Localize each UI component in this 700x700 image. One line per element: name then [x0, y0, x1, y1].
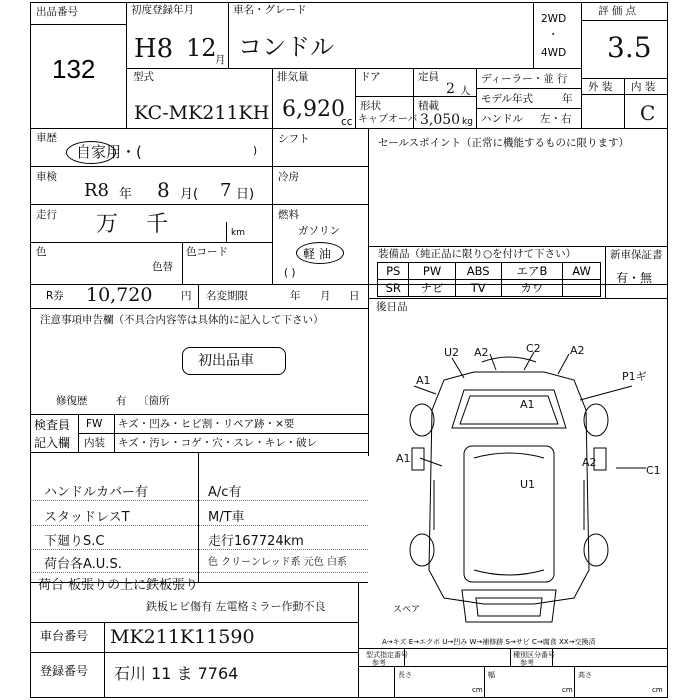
- shape-value: キャブオーバ: [358, 114, 418, 125]
- equipment-table: [377, 262, 601, 297]
- chassis-label: 車台番号: [40, 629, 89, 643]
- mark-a2-left: A2: [474, 346, 489, 359]
- width-unit: cm: [562, 686, 573, 694]
- fuel-paren: ( ): [284, 267, 296, 279]
- inspector-fw-items: キズ・凹み・ヒビ割・リペア跡・×要: [118, 418, 295, 430]
- exterior-label: 外 装: [588, 81, 613, 93]
- category-ref: 参考: [520, 659, 534, 667]
- inspector-fw: FW: [86, 418, 103, 430]
- displacement-value: 6,920: [282, 97, 345, 122]
- divider: [30, 652, 358, 653]
- equip-tv[interactable]: TV: [455, 280, 501, 297]
- equip-navi[interactable]: ナビ: [409, 280, 455, 297]
- displacement-unit: cc: [341, 116, 353, 128]
- repair-part: 〔箇所: [138, 395, 170, 407]
- inspection-label: 車検: [36, 171, 57, 183]
- equip-blank: [563, 280, 601, 297]
- comment-6: 走行167724km: [208, 534, 304, 549]
- divider: [272, 204, 368, 205]
- aircon-label: 冷房: [278, 171, 299, 183]
- insp-month: 8: [157, 178, 170, 202]
- length-label: 長さ: [398, 671, 412, 679]
- insp-day: 7: [220, 180, 232, 201]
- equip-ps[interactable]: PS: [378, 263, 409, 280]
- mark-u2: U2: [444, 346, 460, 359]
- inspector-label1: 検査員: [34, 418, 71, 432]
- color-change-label: 色替: [152, 261, 173, 273]
- height-unit: cm: [652, 686, 663, 694]
- recycle-value: 10,720: [86, 284, 153, 306]
- divider: [272, 68, 273, 128]
- first-reg-month-suffix: 月: [215, 54, 226, 66]
- mileage-man: 万: [96, 212, 119, 237]
- divider: [182, 242, 183, 284]
- insp-month-unit: 月(: [180, 187, 199, 202]
- shift-label: シフト: [278, 133, 310, 145]
- inspector-naiso-items: キズ・汚レ・コゲ・穴・スレ・キレ・破レ: [118, 437, 318, 449]
- divider: [30, 525, 368, 526]
- drive-2wd: 2WD: [541, 13, 567, 25]
- shape-label: 形状: [360, 100, 381, 112]
- deadline-day: 日: [349, 290, 360, 302]
- displacement-label: 排気量: [277, 71, 309, 83]
- divider: [533, 2, 534, 68]
- comment-1: ハンドルカバー有: [44, 485, 149, 500]
- recycle-label: R券: [46, 290, 64, 302]
- insp-year-unit: 年: [119, 187, 133, 202]
- divider: [581, 20, 668, 21]
- history-label: 車歴: [36, 132, 57, 144]
- warranty-value: 有・無: [616, 271, 653, 285]
- height-label: 高さ: [578, 671, 592, 679]
- divider: [126, 68, 581, 69]
- divider: [358, 582, 359, 698]
- divider: [30, 452, 368, 453]
- divider: [226, 222, 227, 242]
- mark-a1-top: A1: [416, 374, 431, 387]
- recycle-unit: 円: [181, 290, 192, 302]
- divider: [30, 24, 126, 25]
- first-reg-label: 初度登録年月: [131, 4, 194, 16]
- divider: [272, 128, 273, 284]
- equip-abs[interactable]: ABS: [455, 263, 501, 280]
- capacity-unit: 人: [460, 85, 471, 97]
- type-no-label: 型式指定番号: [366, 651, 408, 659]
- interior-value: C: [640, 101, 656, 125]
- comment-10: 鉄板ヒビ傷有 左電格ミラー作動不良: [146, 600, 326, 613]
- model-label: 型式: [133, 71, 154, 83]
- spare-label: スペア: [393, 605, 421, 615]
- door-label: ドア: [360, 71, 381, 83]
- equip-sr[interactable]: SR: [378, 280, 409, 297]
- mark-u1: U1: [520, 478, 536, 491]
- history-circle: [66, 141, 116, 164]
- warranty-label: 新車保証書: [610, 249, 663, 261]
- equip-airbag[interactable]: エアB: [501, 263, 562, 280]
- chassis-value: MK211K11590: [110, 626, 255, 648]
- color-label: 色: [36, 246, 47, 258]
- equip-leather[interactable]: カワ: [501, 280, 562, 297]
- comment-5: 下廻りS.C: [44, 534, 105, 549]
- equipment-label: 装備品（純正品に限り○を付けて下さい）: [378, 248, 577, 260]
- inspector-label2: 記入欄: [34, 436, 71, 450]
- mileage-unit: km: [231, 228, 245, 238]
- lot-number: 132: [52, 54, 96, 84]
- comment-2: A/c有: [208, 485, 242, 500]
- capacity-value: 2: [446, 81, 455, 97]
- model-value: KC-MK211KH: [134, 102, 270, 124]
- drive-dot: ・: [548, 29, 559, 41]
- divider: [30, 308, 368, 309]
- car-name-value: コンドル: [238, 33, 334, 61]
- interior-label: 内 装: [631, 81, 656, 93]
- reg-label: 登録番号: [40, 664, 89, 678]
- divider: [624, 78, 625, 128]
- divider: [30, 128, 668, 129]
- history-value: 自家用・(: [76, 143, 142, 161]
- fuel-circle: [296, 242, 344, 264]
- insp-day-unit: 日): [236, 187, 255, 202]
- history-paren: ): [253, 145, 258, 157]
- divider: [574, 666, 575, 698]
- divider: [114, 414, 115, 452]
- divider: [30, 166, 272, 167]
- comment-3: スタッドレスT: [44, 510, 130, 525]
- inspector-naiso: 内装: [84, 437, 105, 449]
- owner-label: 後日品: [376, 301, 408, 313]
- divider: [30, 622, 358, 623]
- equip-aw[interactable]: AW: [563, 263, 601, 280]
- car-name-label: 車名・グレード: [233, 4, 307, 16]
- first-reg-month: 12: [186, 34, 217, 62]
- repair-value: 有: [116, 395, 127, 407]
- divider: [198, 284, 199, 308]
- divider: [228, 2, 229, 68]
- load-label: 積載: [418, 100, 439, 112]
- grade-value: 3.5: [607, 31, 652, 64]
- divider: [126, 2, 127, 128]
- model-year-label: モデル年式: [481, 93, 533, 105]
- comment-4: M/T車: [208, 510, 245, 525]
- divider: [476, 88, 581, 89]
- lot-label: 出品番号: [36, 6, 78, 18]
- fuel-diesel: 軽 油: [303, 247, 331, 261]
- color-code-label: 色コード: [186, 246, 228, 258]
- mileage-sen: 千: [146, 212, 169, 237]
- width-label: 幅: [488, 671, 495, 679]
- mark-c1: C1: [646, 464, 661, 477]
- mark-a1-side: A1: [396, 452, 411, 465]
- divider: [30, 572, 368, 573]
- mileage-label: 走行: [36, 209, 57, 221]
- divider: [30, 549, 368, 550]
- capacity-label: 定員: [418, 71, 439, 83]
- mark-a2-right: A2: [570, 344, 585, 357]
- divider: [358, 666, 668, 667]
- divider: [78, 414, 79, 452]
- divider: [510, 648, 511, 666]
- handle-value: 左・右: [540, 113, 572, 125]
- divider: [30, 582, 368, 583]
- divider: [272, 166, 368, 167]
- mark-p1: P1ギ: [622, 370, 647, 383]
- grade-label: 評 価 点: [598, 5, 637, 17]
- divider: [368, 298, 668, 299]
- divider: [605, 246, 606, 298]
- insp-year: R8: [84, 180, 110, 201]
- deadline-month: 月: [320, 290, 331, 302]
- divider: [30, 500, 368, 501]
- repair-label: 修復歴: [56, 395, 88, 407]
- divider: [368, 246, 668, 247]
- divider: [104, 622, 105, 698]
- fuel-gasoline: ガソリン: [298, 225, 340, 237]
- divider: [30, 414, 368, 415]
- category-label: 種別区分番号: [513, 651, 555, 659]
- divider: [484, 666, 485, 698]
- divider: [30, 242, 272, 243]
- mark-c2: C2: [526, 342, 541, 355]
- mark-a2-side: A2: [582, 456, 597, 469]
- load-unit: kg: [462, 117, 473, 127]
- comment-7: 荷台各A.U.S.: [44, 557, 122, 572]
- length-unit: cm: [472, 686, 483, 694]
- type-no-ref: 参考: [372, 659, 386, 667]
- comment-8: 色 クリーンレッド系 元色 白系: [208, 557, 347, 568]
- divider: [394, 666, 395, 698]
- vehicle-diagram: [384, 340, 668, 630]
- load-value: 3,050: [420, 112, 461, 128]
- fuel-label: 燃料: [278, 209, 299, 221]
- first-listing: 初出品車: [198, 353, 254, 369]
- deadline-label: 名変期限: [206, 290, 248, 302]
- divider: [30, 204, 272, 205]
- deadline-year: 年: [290, 290, 301, 302]
- model-year-unit: 年: [562, 93, 573, 105]
- dealer-label: ディーラー・並 行: [481, 73, 568, 85]
- handle-label: ハンドル: [481, 113, 523, 125]
- mark-a1-cab: A1: [520, 398, 535, 411]
- divider: [355, 68, 356, 128]
- divider: [368, 284, 369, 456]
- divider: [78, 433, 368, 434]
- drive-4wd: 4WD: [541, 47, 567, 59]
- reg-value: 石川 11 ま 7764: [114, 664, 239, 683]
- divider: [355, 96, 476, 97]
- first-reg-era: H8: [134, 34, 174, 64]
- divider: [368, 128, 369, 284]
- notes-label: 注意事項申告欄（不具合内容等は具体的に記入して下さい）: [40, 314, 324, 326]
- equip-pw[interactable]: PW: [409, 263, 455, 280]
- divider: [476, 68, 477, 128]
- divider: [198, 452, 199, 582]
- damage-legend: A→キズ E→エクボ U→凹み W→補修跡 S→サビ C→腐食 XX→交換済: [382, 638, 596, 646]
- divider: [476, 108, 581, 109]
- comment-9: 荷台 板張りの上に鉄板張り: [38, 578, 199, 593]
- sales-point-label: セールスポイント（正常に機能するものに限ります）: [378, 137, 630, 149]
